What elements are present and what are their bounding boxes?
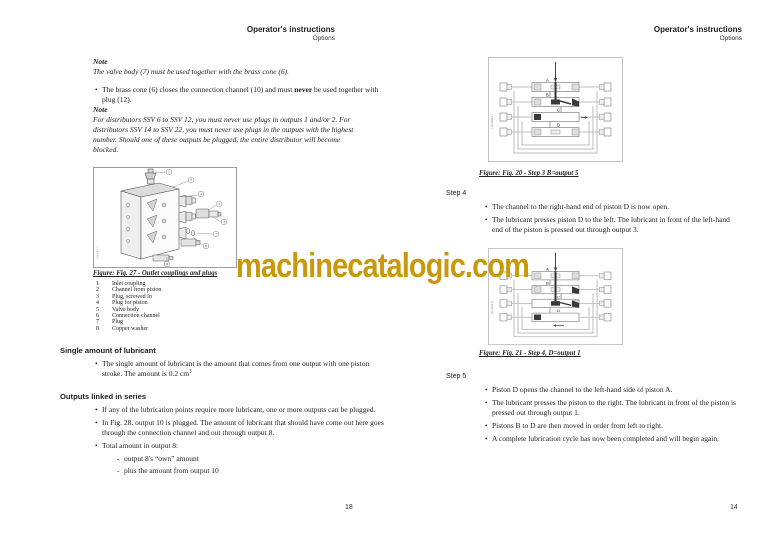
piston-label-c: C	[557, 107, 561, 113]
callout-7: 7	[215, 232, 217, 237]
callout-2: 2	[190, 178, 192, 183]
cubic-cm-superscript: 3	[189, 369, 192, 375]
legend-label: Connection channel	[112, 313, 160, 320]
legend-label: Copper washer	[112, 325, 149, 332]
brass-cone-pre: The brass cone (6) closes the connection channel (10) and must	[102, 85, 295, 94]
note2-label: Note	[93, 105, 108, 114]
bullet-marker: •	[485, 433, 488, 443]
list-item-sub	[115, 454, 386, 464]
dash-marker: -	[117, 453, 120, 463]
brass-cone-text	[102, 85, 386, 105]
fig20-schematic	[488, 57, 623, 162]
series-bullet-2: In Fig. 28, output 10 is plugged. The amount of lubricant that should have come out here goes through the connection channel and out through output 8.	[102, 417, 384, 437]
list-item	[483, 398, 739, 418]
note1-label: Note	[93, 57, 108, 66]
legend-row	[96, 326, 386, 332]
legend-label: Valve body	[112, 306, 140, 313]
watermark-text: machinecatalogic.com	[236, 247, 529, 285]
right-header-title: Operator's instructions	[653, 25, 742, 34]
single-amount-heading: Single amount of lubricant	[60, 346, 156, 355]
figure-20	[488, 57, 623, 162]
fig27-drawing-number: 1250 0095 9	[96, 247, 100, 260]
fig27-legend	[96, 281, 386, 332]
list-item	[93, 418, 386, 438]
piston-label-c: C	[557, 294, 561, 300]
single-amount-bullet	[93, 356, 386, 379]
legend-num: 4	[96, 300, 99, 307]
brass-cone-never: never	[294, 85, 313, 94]
legend-label: Plug, screwed in	[112, 293, 152, 300]
bullet-marker: •	[95, 417, 98, 427]
list-item-sub	[115, 466, 386, 476]
fig27-caption: Figure: Fig. 27 - Outlet couplings and plugs	[93, 270, 218, 277]
fig20-caption: Figure: Fig. 20 - Step 3 B=output 5	[479, 170, 579, 177]
bullet-marker: •	[485, 385, 488, 394]
step4-bullets	[483, 199, 739, 235]
right-page-number: 14	[730, 504, 738, 511]
brass-cone-bullet	[93, 82, 386, 105]
figure-27	[93, 167, 237, 268]
single-amount-body: The single amount of lubricant is the amount that comes from one output with one piston stroke. The amount is 0.2 cm	[102, 359, 370, 378]
bullet-marker: •	[95, 440, 98, 450]
callout-6: 6	[166, 262, 168, 267]
legend-label: Plug	[112, 319, 124, 326]
bullet-marker: •	[485, 214, 488, 224]
series-sub-bullet-2: plus the amount from output 10	[124, 466, 219, 476]
bullet-marker: •	[485, 420, 488, 430]
series-sub-bullet-1: output 8's “own” amount	[124, 453, 199, 463]
callout-8: 8	[205, 244, 207, 249]
step5-bullet-2: The lubricant presses the piston to the right. The lubricant in front of the piston is pressed out through output 1.	[492, 397, 736, 417]
legend-num: 1	[96, 281, 99, 287]
fig21-caption: Figure: Fig. 21 - Step 4, D=output 1	[479, 350, 581, 357]
legend-num: 8	[96, 325, 99, 332]
left-page-header	[60, 25, 335, 44]
step5-bullet-1: Piston D opens the channel to the left-hand side of piston A.	[492, 385, 673, 394]
step4-label: Step 4	[446, 190, 467, 197]
left-header-subtitle: Options	[312, 35, 335, 43]
piston-label-d: D	[557, 308, 561, 314]
callout-3: 3	[223, 220, 225, 225]
list-item	[483, 434, 739, 444]
step5-label: Step 5	[446, 373, 467, 380]
list-item	[93, 441, 386, 451]
bullet-marker: •	[95, 405, 98, 414]
legend-num: 3	[96, 293, 99, 300]
callout-4: 4	[200, 192, 202, 197]
piston-label-a: A	[546, 266, 549, 272]
step5-bullet-3: Pistons B to D are then moved in order from left to right.	[492, 420, 664, 430]
outputs-series-heading: Outputs linked in series	[60, 392, 147, 401]
list-item	[93, 405, 386, 415]
outputs-series-bullets	[93, 402, 386, 476]
list-item	[483, 421, 739, 431]
piston-label-a: A	[546, 77, 549, 83]
legend-label: Inlet coupling	[112, 281, 146, 287]
note2-body: For distributors SSV 6 to SSV 12, you must never use plugs in outputs 1 and/or 2. For distributors SSV 14 to SSV 22, you must never use plugs in the outputs with the highest number. Should one of these outputs be plugged, the entire distributor will become blocked.	[93, 115, 354, 154]
right-page-header	[445, 25, 742, 44]
callout-1: 1	[168, 170, 170, 175]
legend-num: 7	[96, 319, 99, 326]
note1-body: The valve body (7) must be used together with the brass cone (6).	[93, 67, 289, 76]
list-item	[483, 202, 739, 212]
brass-cone-post: be used together with plug (12).	[102, 85, 379, 104]
piston-label-d: D	[557, 122, 561, 128]
bullet-marker: •	[485, 397, 488, 407]
left-page-number: 18	[345, 504, 353, 511]
fig20-drawing-number: 1250 0098 11	[491, 114, 494, 129]
legend-label: Channel from piston	[112, 287, 162, 294]
list-item	[483, 215, 739, 235]
series-bullet-1: If any of the lubrication points require more lubricant, one or more outputs can be plugged.	[102, 405, 376, 414]
list-item	[483, 385, 739, 395]
callout-5: 5	[218, 202, 220, 207]
step4-bullet-1: The channel to the right-hand end of piston D is now open.	[492, 202, 670, 211]
piston-label-b: B	[546, 280, 549, 286]
step4-bullet-2: The lubricant presses piston D to the left. The lubricant in front of the left-hand end of the piston is pressed out through output 3.	[492, 214, 730, 234]
piston-label-b: B	[546, 92, 549, 98]
step5-bullets	[483, 382, 739, 443]
legend-num: 6	[96, 313, 99, 320]
legend-num: 5	[96, 306, 99, 313]
series-bullet-3: Total amount in output 8:	[102, 440, 179, 450]
step5-bullet-4: A complete lubrication cycle has now been completed and will begin again.	[492, 433, 720, 443]
watermark	[236, 247, 529, 286]
bullet-marker: •	[485, 202, 488, 211]
single-amount-text	[102, 359, 386, 379]
dash-marker: -	[117, 466, 120, 476]
left-header-title: Operator's instructions	[246, 25, 335, 34]
legend-label: Plug for piston	[112, 300, 148, 307]
fig21-drawing-number: 1250 0098 12	[490, 300, 495, 315]
right-header-subtitle: Options	[719, 35, 742, 43]
bullet-marker: •	[95, 85, 98, 94]
fig27-outlet-couplings-drawing	[93, 167, 237, 268]
bullet-marker: •	[95, 359, 98, 368]
legend-num: 2	[96, 287, 99, 294]
